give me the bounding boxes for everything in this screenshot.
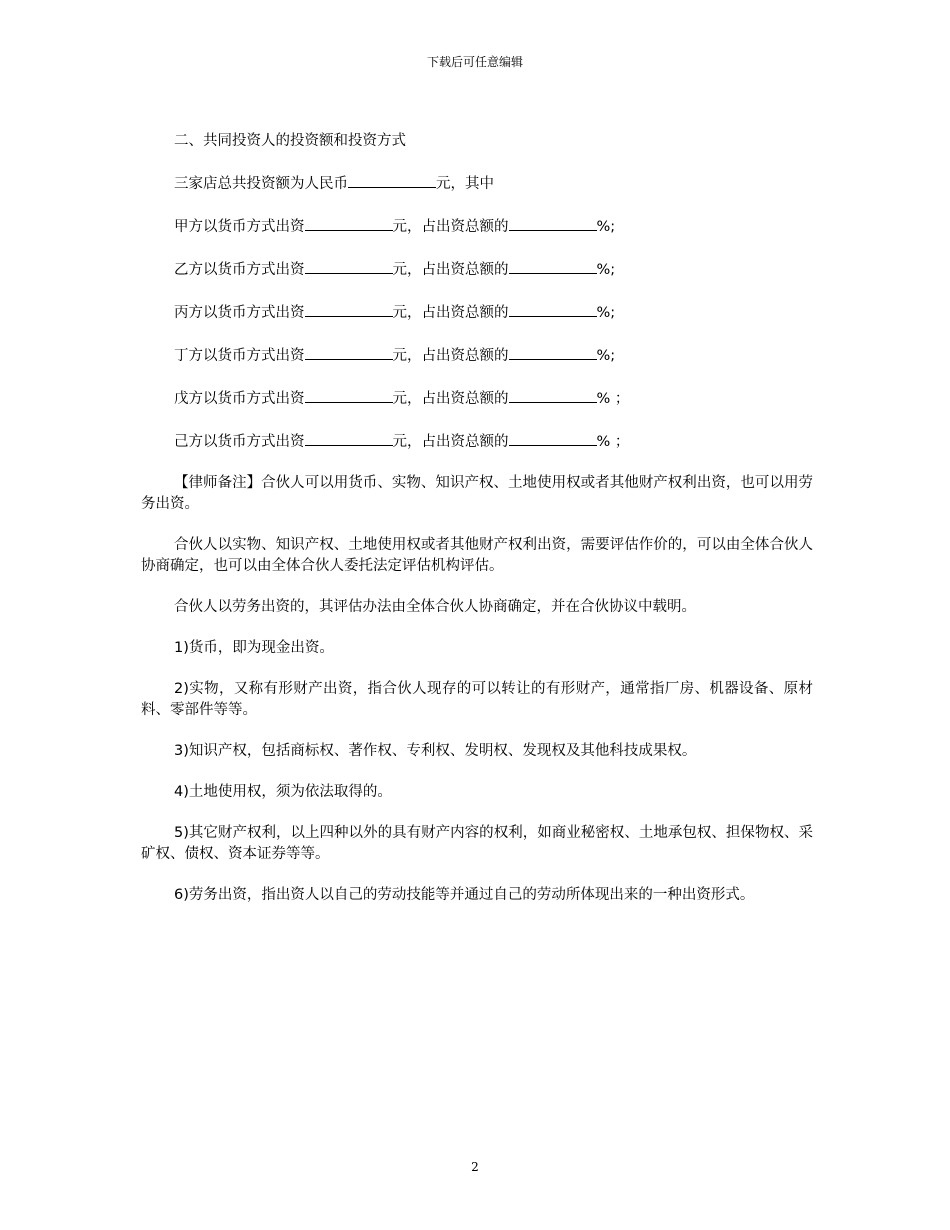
page-number: 2 [471, 1160, 479, 1174]
total-suffix: 元，其中 [436, 176, 494, 192]
party-line-ding [141, 344, 813, 367]
percent-blank [509, 344, 597, 360]
party-line-bing [141, 301, 813, 324]
party-label: 戊方以货币方式出资 [174, 391, 305, 407]
amount-blank [305, 258, 393, 274]
party-label: 己方以货币方式出资 [174, 434, 305, 450]
percent-blank [509, 430, 597, 446]
percent-blank [509, 387, 597, 403]
valuation-paragraph: 合伙人以实物、知识产权、土地使用权或者其他财产权利出资，需要评估作价的，可以由全体合伙人协商确定，也可以由全体合伙人委托法定评估机构评估。 [141, 537, 813, 574]
party-line-ji [141, 430, 813, 453]
list-item-currency: 1)货币，即为现金出资。 [174, 640, 334, 656]
party-end: %; [596, 348, 616, 364]
party-mid: 元，占出资总额的 [392, 434, 509, 450]
party-end: % ； [596, 391, 630, 407]
list-item-ip: 3)知识产权，包括商标权、著作权、专利权、发明权、发现权及其他科技成果权。 [174, 743, 697, 759]
total-prefix: 三家店总共投资额为人民币 [174, 176, 348, 192]
lawyer-note-paragraph: 【律师备注】合伙人可以用货币、实物、知识产权、土地使用权或者其他财产权利出资，也可以用劳务出资。 [141, 475, 813, 512]
amount-blank [305, 344, 393, 360]
document-body [141, 131, 813, 926]
party-line-jia [141, 215, 813, 238]
party-mid: 元，占出资总额的 [392, 305, 509, 321]
party-label: 丙方以货币方式出资 [174, 305, 305, 321]
party-label: 甲方以货币方式出资 [174, 219, 305, 235]
party-end: %; [596, 219, 616, 235]
party-end: % ； [596, 434, 630, 450]
party-mid: 元，占出资总额的 [392, 391, 509, 407]
percent-blank [509, 215, 597, 231]
percent-blank [509, 258, 597, 274]
amount-blank [305, 215, 393, 231]
amount-blank [305, 430, 393, 446]
party-line-yi [141, 258, 813, 281]
total-investment-line [141, 172, 813, 195]
amount-blank [305, 301, 393, 317]
party-mid: 元，占出资总额的 [392, 262, 509, 278]
amount-blank [305, 387, 393, 403]
party-end: %; [596, 305, 616, 321]
page-header: 下载后可任意编辑 [426, 55, 523, 69]
list-item-physical: 2)实物，又称有形财产出资，指合伙人现存的可以转让的有形财产，通常指厂房、机器设备、原材料、零部件等等。 [141, 681, 813, 718]
list-item-other-rights: 5)其它财产权利，以上四种以外的具有财产内容的权利，如商业秘密权、土地承包权、担保物权、采矿权、债权、资本证券等等。 [141, 825, 813, 862]
party-line-wu [141, 387, 813, 410]
list-item-land: 4)土地使用权，须为依法取得的。 [174, 784, 392, 800]
list-item-labor: 6)劳务出资，指出资人以自己的劳动技能等并通过自己的劳动所体现出来的一种出资形式。 [174, 887, 755, 903]
total-amount-blank [348, 172, 436, 188]
section-title: 二、共同投资人的投资额和投资方式 [174, 133, 406, 149]
party-label: 丁方以货币方式出资 [174, 348, 305, 364]
percent-blank [509, 301, 597, 317]
party-mid: 元，占出资总额的 [392, 348, 509, 364]
party-end: %; [596, 262, 616, 278]
labor-valuation-paragraph: 合伙人以劳务出资的，其评估办法由全体合伙人协商确定，并在合伙协议中载明。 [174, 599, 696, 615]
party-label: 乙方以货币方式出资 [174, 262, 305, 278]
party-mid: 元，占出资总额的 [392, 219, 509, 235]
